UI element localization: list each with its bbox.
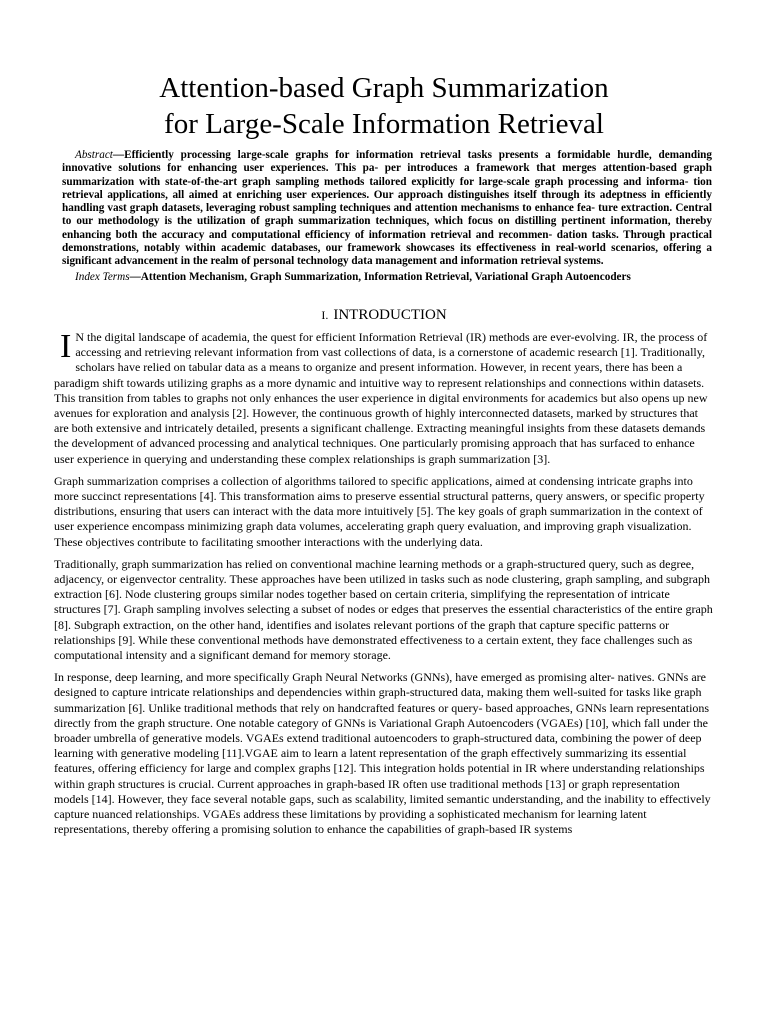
abstract-text: —Efficiently processing large-scale graphs for information retrieval tasks presents a formidable hurdle, demanding innovative solutions for enhancing user experiences. This pa- per introduces a framework that merges attention-based graph summarization with state-of-the-art graph sampling methods tailored explicitly for large-scale graph processing and informa- tion retrieval applications, all aimed at enriching user experiences. Our approach distinguishes itself through its adeptness in efficiently handling vast graph datasets, leveraging robust sampling techniques and attention mechanisms to enhance fea- ture extraction. Central to our methodology is the utilization of graph summarization techniques, which focus on distilling pertinent information, thereby enhancing both the accuracy and computational efficiency of information retrieval and recommen- dation tasks. Through practical demonstrations, notably within academic databases, our framework showcases its effectiveness in real-world scenarios, offering a significant advancement in the realm of personal technology data management and information retrieval systems. bbox=[62, 149, 712, 268]
index-terms-label: Index Terms bbox=[75, 271, 130, 283]
title-line-1: Attention-based Graph Summarization bbox=[159, 72, 609, 104]
paragraph-1 bbox=[54, 330, 714, 467]
title-line-2: for Large-Scale Information Retrieval bbox=[164, 108, 604, 140]
abstract bbox=[62, 149, 712, 269]
paragraph-1-text: N the digital landscape of academia, the quest for efficient Information Retrieval (IR) methods are ever-evolving. IR, the process of accessing and retrieving relevant information from vast collections of data, is a cornerstone of academic research [1]. Traditionally, scholars have relied on tabular data as a means to organize and present information. However, in recent years, there has been a paradigm shift towards utilizing graphs as a more dynamic and intuitive way to represent relationships and connections within datasets. This transition from tables to graphs not only enhances the user experience in digital environments for academics but also opens up new avenues for exploration and analysis [2]. However, the continuous growth of highly interconnected datasets, marked by structures that are both extensive and intricately detailed, presents a significant challenge. Extracting meaningful insights from these datasets demands the development of advanced processing and analytical techniques. One particularly promising approach that has surfaced to enhance user experience in querying and understanding these complex relationships is graph summarization [3]. bbox=[54, 330, 708, 466]
paragraph-4: In response, deep learning, and more specifically Graph Neural Networks (GNNs), have emerged as promising alter- natives. GNNs are designed to capture intricate relationships and dependencies within graph-structured data, making them well-suited for tasks like graph summarization [6]. Unlike traditional methods that rely on handcrafted features or query- based approaches, GNNs learn representations directly from the graph structure. One notable category of GNNs is Variational Graph Autoencoders (VGAEs) [10], which fall under the broader umbrella of generative models. VGAEs extend traditional autoencoders to graph-structured data, combining the power of deep learning with generative modeling [11].VGAE aim to learn a latent representation of the graph effectively summarizing its essential features, offering efficiency for large and complex graphs [12]. This integration holds potential in IR where understanding relationships within graph structures is crucial. Current approaches in graph-based IR often use traditional methods [13] or graph representation models [14]. However, they face several notable gaps, such as scalability, limited semantic understanding, and the inability to effectively capture nuanced relationships. VGAEs address these limitations by providing a sophisticated mechanism for learning latent representations, thereby offering a promising solution to enhance the capabilities of graph-based IR systems bbox=[54, 670, 711, 837]
abstract-label: Abstract bbox=[75, 149, 113, 161]
section-heading bbox=[0, 306, 768, 324]
section-number: I. bbox=[321, 308, 329, 322]
index-terms-text: —Attention Mechanism, Graph Summarization, Information Retrieval, Variational Graph Autoencoders bbox=[129, 271, 631, 283]
paragraph-2: Graph summarization comprises a collection of algorithms tailored to specific applications, aimed at condensing intricate graphs into more succinct representations [4]. This transformation aims to preserve essential structural patterns, query answers, or specific property distributions, ensuring that users can interact with the data more intuitively [5]. The key goals of graph summarization in the context of user experience encompass minimizing graph data volumes, accelerating graph query evaluation, and improving graph visualization. These objectives contribute to facilitating smoother interactions with the underlying data. bbox=[54, 473, 705, 549]
body-text bbox=[54, 330, 714, 845]
paper-title bbox=[0, 70, 768, 142]
index-terms bbox=[62, 270, 712, 284]
section-title: INTRODUCTION bbox=[333, 307, 447, 323]
paragraph-3: Traditionally, graph summarization has relied on conventional machine learning methods or a graph-structured query, such as degree, adjacency, or eigenvector centrality. These approaches have been utilized in tasks such as node clustering, graph sampling, and subgraph extraction [6]. Node clustering groups similar nodes together based on certain criteria, simplifying the representation of intricate structures [7]. Graph sampling involves selecting a subset of nodes or edges that preserves the essential characteristics of the entire graph [8]. Subgraph extraction, on the other hand, identifies and isolates relevant portions of the graph that capture specific patterns or relationships [9]. While these conventional methods have demonstrated effectiveness to a certain extent, they face challenges such as computational intensity and a significant demand for memory storage. bbox=[54, 556, 713, 663]
drop-cap: I bbox=[60, 328, 72, 365]
